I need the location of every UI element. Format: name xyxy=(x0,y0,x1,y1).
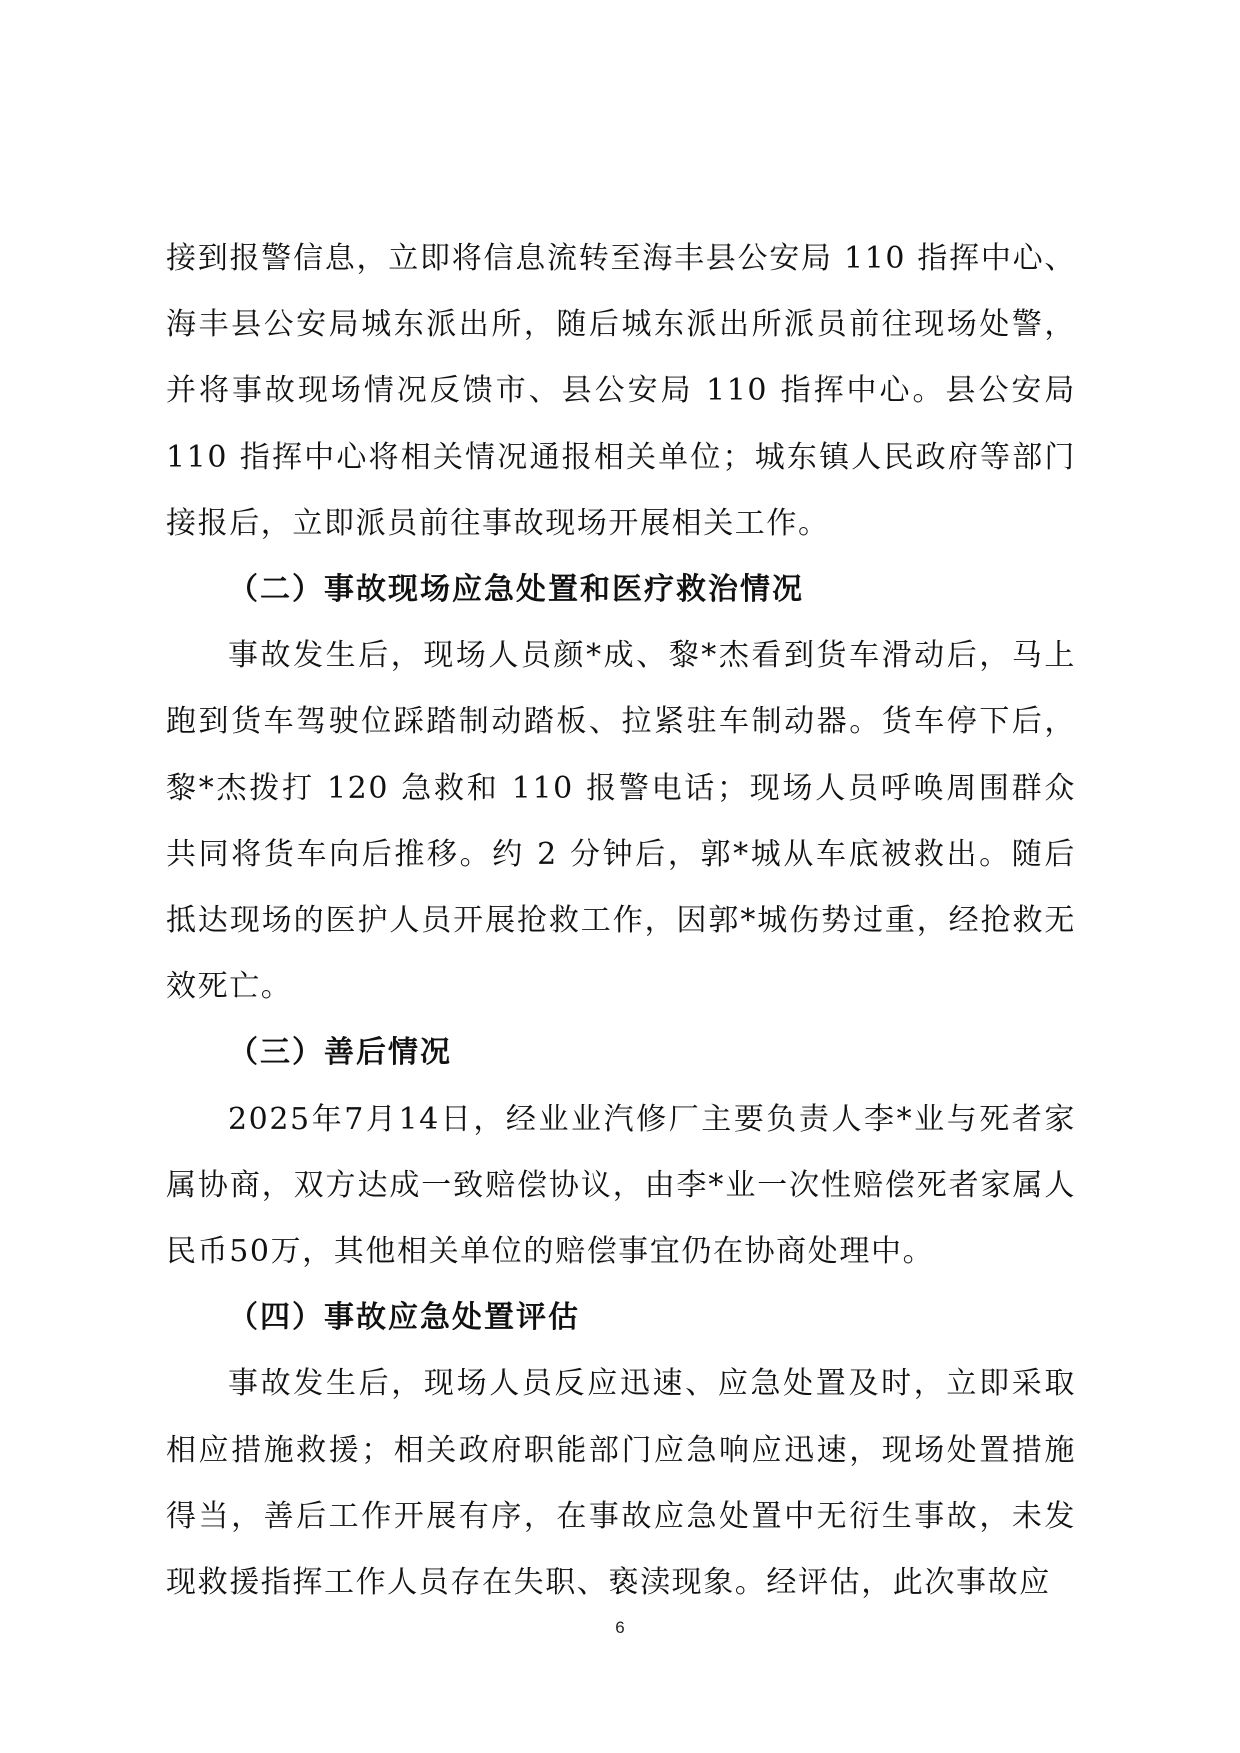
paragraph-emergency-response: 事故发生后，现场人员颜*成、黎*杰看到货车滑动后，马上跑到货车驾驶位踩踏制动踏板、拉紧驻车制动器。货车停下后，黎*杰拨打 120 急救和 110 报警电话；现场人员呼唤周围群众共同将货车向后推移。约 2 分钟后，郭*城从车底被救出。随后抵达现场的医护人员开展抢救工作，因郭*城伤势过重，经抢救无效死亡。 xyxy=(166,638,1076,1005)
paragraph-aftermath: 2025年7月14日，经业业汽修厂主要负责人李*业与死者家属协商，双方达成一致赔偿协议，由李*业一次性赔偿死者家属人民币50万，其他相关单位的赔偿事宜仍在协商处理中。 xyxy=(166,1101,1076,1270)
document-body xyxy=(166,226,1076,1616)
paragraph-alarm-relay: 接到报警信息，立即将信息流转至海丰县公安局 110 指挥中心、海丰县公安局城东派出所，随后城东派出所派员前往现场处警，并将事故现场情况反馈市、县公安局 110 指挥中心。县公安局 110 指挥中心将相关情况通报相关单位；城东镇人民政府等部门接报后，立即派员前往事故现场开展相关工作。 xyxy=(166,241,1076,541)
page-number: 6 xyxy=(615,1618,625,1637)
section-heading-aftermath: （三）善后情况 xyxy=(228,1035,452,1071)
section-heading-assessment: （四）事故应急处置评估 xyxy=(228,1300,580,1336)
section-heading-emergency-response: （二）事故现场应急处置和医疗救治情况 xyxy=(228,572,804,608)
paragraph-assessment: 事故发生后，现场人员反应迅速、应急处置及时，立即采取相应措施救援；相关政府职能部门应急响应迅速，现场处置措施得当，善后工作开展有序，在事故应急处置中无衍生事故，未发现救援指挥工作人员存在失职、亵渎现象。经评估，此次事故应 xyxy=(166,1366,1076,1601)
